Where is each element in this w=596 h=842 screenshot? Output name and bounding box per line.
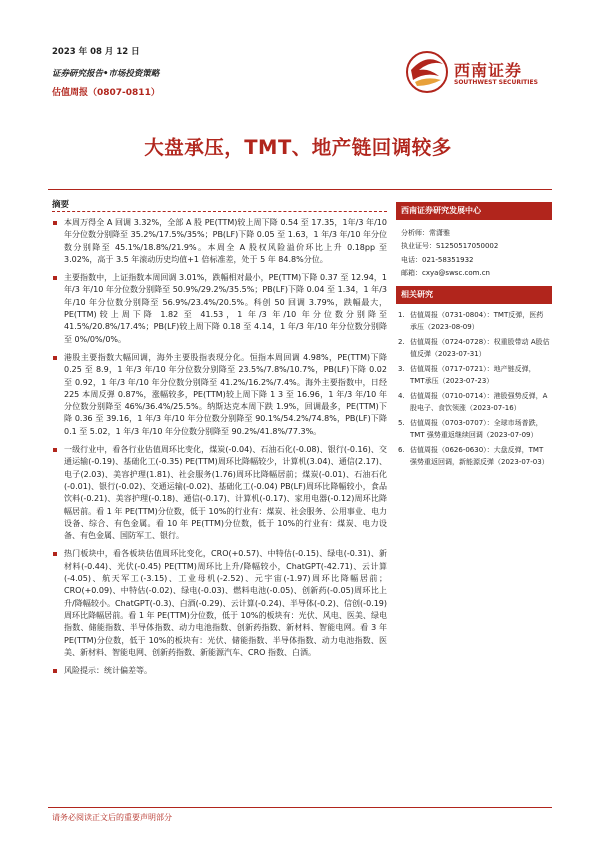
- logo-en-text: SOUTHWEST SECURITIES: [454, 79, 538, 86]
- related-num: 2.: [398, 338, 405, 347]
- analyst-info: [396, 220, 552, 286]
- abstract-item: 热门板块中，看各板块估值周环比变化，CRO(+0.57)、中特估(-0.15)、绿电(-0.31)、新材料(-0.44)、光伏(-0.45) PE(TTM)周环比上升/降幅较小，ChatGPT(-42.71)、云计算(-4.05)、航天军工(-3.15)、工业母机(-2.52)、元宇宙(-1.97)周环比降幅居前；CRO(+0.09)、中特估(-0.02)、绿电(-0.03)、燃料电池(-0.05)、创新药(-0.05)周环比上升/降幅较小。ChatGPT(-0.3)、白酒(-0.29)、云计算(-0.24)、半导体(-0.2)、信创(-0.19)周环比降幅居前。看 1 年 PE(TTM)分位数，低于 10%的板块有：光伏、风电、医美、绿电指数、储能指数、半导体指数、动力电池指数、创新药指数、新材料、智能电网。看 3 年 PE(TTM)分位数，低于 10%的板块有：光伏、储能指数、半导体指数、动力电池指数、医美、新材料、智能电网、创新药指数、新能源汽车、CRO 指数、白酒。: [52, 548, 387, 659]
- related-text: 估值周报（0724-0728）：权重股带动 A股估值反弹（2023-07-31）: [410, 338, 550, 358]
- company-logo: [405, 50, 555, 94]
- logo-cn-text: 西南证券: [454, 61, 523, 80]
- footer-divider: [48, 807, 552, 808]
- institute-heading: 西南证券研究发展中心: [396, 202, 552, 220]
- related-item[interactable]: [398, 391, 550, 414]
- abstract-item: 本周万得全 A 回调 3.32%，全部 A 股 PE(TTM)较上周下降 0.54 至 17.35，1年/3 年/10 年分位数分别降至 35.2%/17.5%/35%；PB(LF)下降 0.05 至 1.63，1 年/3 年/10 年分位数分别降至 45.1%/18.8%/21.9%。本周全 A 股权风险溢价环比上升 0.18pp 至 3.02%，高于 3.5 年滚动历史均值+1 倍标准差，处于 5 年 84.8%分位。: [52, 217, 387, 266]
- sidebar: [396, 202, 552, 472]
- related-item[interactable]: [398, 364, 550, 387]
- analyst-phone: 电话：021-58351932: [401, 255, 474, 264]
- report-title: 大盘承压，TMT、地产链回调较多: [144, 136, 452, 159]
- abstract-list: [52, 217, 387, 683]
- abstract-item: 风险提示：统计偏差等。: [52, 665, 387, 677]
- related-text: 估值周报（0626-0630）：大盘反弹，TMT 强势重返回调，新能源反弹（2023-07-03）: [410, 446, 549, 466]
- abstract-divider: [52, 211, 387, 212]
- related-text: 估值周报（0717-0721）：地产链反弹，TMT承压（2023-07-23）: [410, 365, 536, 385]
- related-num: 3.: [398, 365, 405, 374]
- related-item[interactable]: [398, 445, 550, 468]
- related-heading: 相关研究: [396, 286, 552, 304]
- footer-disclaimer: 请务必阅读正文后的重要声明部分: [52, 813, 172, 822]
- related-text: 估值周报（0731-0804）：TMT反弹，医药承压（2023-08-09）: [410, 311, 544, 331]
- abstract-item: 一级行业中，看各行业估值周环比变化，煤炭(-0.04)、石油石化(-0.08)、银行(-0.16)、交通运输(-0.19)、基础化工(-0.35) PE(TTM)周环比降幅较少，计算机(3.04)、通信(2.17)、电子(2.03)、美容护理(1.81)、社会服务(1.76)周环比降幅居前；煤炭(-0.01)、石油石化(-0.01)、银行(-0.02)、交通运输(-0.02)、基础化工(-0.04) PB(LF)周环比降幅较小，食品饮料(-0.21)、美容护理(-0.18)、通信(-0.17)、计算机(-0.17)、家用电器(-0.12)周环比降幅居前。看 1 年 PE(TTM)分位数，低于 10%的行业有：煤炭、社会服务、公用事业、电力设备、综合、有色金属。看 10 年 PE(TTM)分位数，低于 10%的行业有：煤炭、电力设备、有色金属、国防军工、银行。: [52, 444, 387, 542]
- abstract-item: 港股主要指数大幅回调，海外主要股指表现分化。恒指本周回调 4.98%，PE(TTM)下降 0.25 至 8.9，1 年/3 年/10 年分位数分别降至 23.5%/7.8%/10.7%，PB(LF)下降 0.02 至 0.92，1 年/3 年/10 年分位数分别降至 41.2%/16.2%/7.4%。海外主要指数中，日经 225 本周反弹 0.87%，涨幅较多，PE(TTM)较上周下降 1 3 至 16.96，1 年/3 年/10 年分位数分别降至 46%/36.4%/25.5%。纳斯达克本周下跌 1.9%，回调最多，PE(TTM)下降 0.36 至 39.16，1 年/3 年/10 年分位数分别降至 90.1%/54.2%/74.8%，PB(LF)下降 0.1 至 5.02，1 年/3 年/10 年分位数分别降至 90.2%/41.8%/77.3%。: [52, 352, 387, 438]
- related-num: 6.: [398, 446, 405, 455]
- related-num: 5.: [398, 419, 405, 428]
- related-item[interactable]: [398, 310, 550, 333]
- report-date: 2023 年 08 月 12 日: [52, 47, 140, 57]
- abstract-heading: 摘要: [52, 200, 70, 210]
- related-item[interactable]: [398, 337, 550, 360]
- related-list: [396, 304, 552, 468]
- related-num: 1.: [398, 311, 405, 320]
- report-type: 证券研究报告•市场投资策略: [52, 69, 160, 79]
- abstract-item: 主要指数中，上证指数本周回调 3.01%，跌幅相对最小，PE(TTM)下降 0.37 至 12.94，1 年/3 年/10 年分位数分别降至 50.9%/29.2%/35.5%；PB(LF)下降 0.04 至 1.34，1 年/3 年/10 年分位数分别降至 56.9%/23.4%/20.5%。科创 50 回调 3.79%，跌幅最大，PE(TTM)较上周下降 1.82 至 41.53，1 年/3 年/10 年分位数分别降至 41.5%/20.8%/17.4%；PB(LF)较上周下降 0.18 至 4.14，1 年/3 年/10 年分位数分别降至 0%/0%/0%。: [52, 272, 387, 346]
- analyst-email: 邮箱：cxya@swsc.com.cn: [401, 268, 490, 277]
- related-num: 4.: [398, 392, 405, 401]
- related-text: 估值周报（0703-0707）：全球市场普跌，TMT 强势重返继续回调（2023-07-09）: [410, 419, 543, 439]
- related-text: 估值周报（0710-0714）：港股强势反弹，A股电子、食饮领涨（2023-07-16）: [410, 392, 548, 412]
- title-divider: [48, 189, 552, 190]
- analyst-license: 执业证号：S1250517050002: [401, 242, 499, 251]
- report-subtitle: 估值周报（0807-0811）: [52, 88, 160, 98]
- related-item[interactable]: [398, 418, 550, 441]
- swsc-logo-icon: [405, 50, 449, 94]
- analyst-name: 分析师：常潇雅: [401, 229, 450, 237]
